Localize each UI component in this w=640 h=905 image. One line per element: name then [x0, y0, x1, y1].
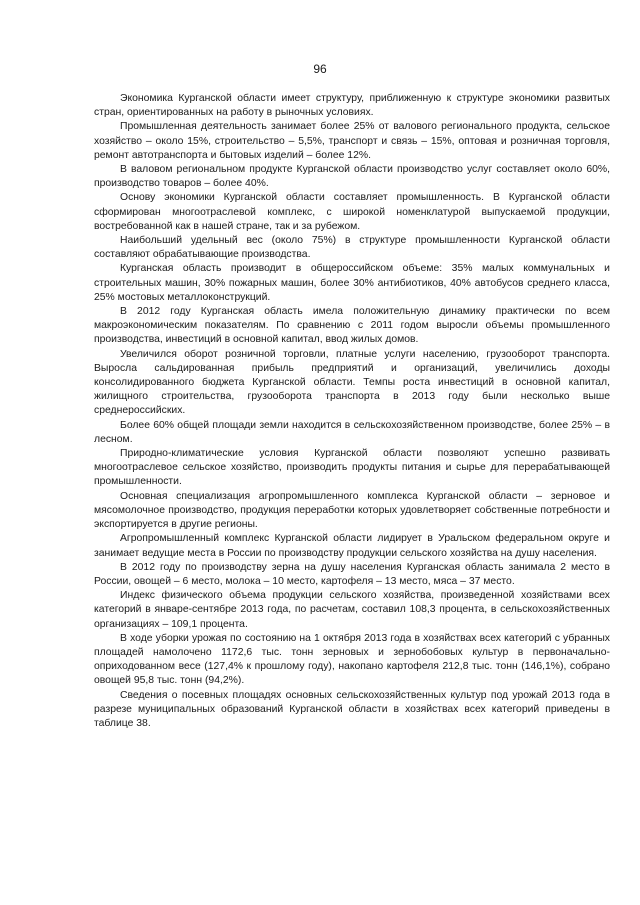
- paragraph-9: Более 60% общей площади земли находится в сельскохозяйственном производстве, более 25% – в лесном.: [94, 419, 610, 445]
- paragraph-12: Агропромышленный комплекс Курганской области лидирует в Уральском федеральном округе и занимает ведущие места в России по производству продукции сельского хозяйства на душу населения.: [94, 533, 610, 559]
- paragraph-2: Промышленная деятельность занимает более 25% от валового регионального продукта, сельское хозяйство – около 15%, строительство – 5,5%, транспорт и связь – 15%, оптовая и розничная торговля, ремонт автотранспорта и бытовых изделий – более 12%.: [94, 121, 610, 161]
- paragraph-4: Основу экономики Курганской области составляет промышленность. В Курганской области сформирован многоотраслевой комплекс, с широкой номенклатурой выпускаемой продукции, востребованной как в нашей стране, так и за рубежом.: [94, 192, 610, 232]
- paragraph-15: В ходе уборки урожая по состоянию на 1 октября 2013 года в хозяйствах всех категорий с убранных площадей намолочено 1172,6 тыс. тонн зерновых и зернобобовых культур в первоначально-оприходованном весе (127,4% к прошлому году), накопано картофеля 212,8 тыс. тонн (146,1%), собрано овощей 95,8 тыс. тонн (94,2%).: [94, 632, 610, 687]
- page-number: 96: [313, 62, 327, 76]
- paragraph-11: Основная специализация агропромышленного комплекса Курганской области – зерновое и мясомолочное производство, продукция переработки которых удовлетворяет собственные потребности и экспортируется в другие регионы.: [94, 490, 610, 531]
- paragraph-3: В валовом региональном продукте Курганской области производство услуг составляет около 60%, производство товаров – более 40%.: [94, 164, 610, 190]
- paragraph-8: Увеличился оборот розничной торговли, платные услуги населению, грузооборот транспорта. Выросла сальдированная прибыль предприятий и организаций, увеличились доходы консолидированного бюджета Курганской области. Темпы роста инвестиций в основной капитал, жилищного строительства, грузооборота транспорта в 2013 году были несколько выше среднероссийских.: [94, 348, 610, 417]
- paragraph-10: Природно-климатические условия Курганской области позволяют успешно развивать многоотраслевое сельское хозяйство, производить продукты питания и сырье для перерабатывающей промышленности.: [94, 448, 610, 488]
- paragraph-14: Индекс физического объема продукции сельского хозяйства, произведенной хозяйствами всех категорий в январе-сентябре 2013 года, по расчетам, составил 108,3 процента, в сельскохозяйственных организациях – 109,1 процента.: [94, 590, 610, 630]
- paragraph-1: Экономика Курганской области имеет структуру, приближенную к структуре экономики развитых стран, ориентированных на работу в рыночных условиях.: [94, 93, 610, 119]
- paragraph-7: В 2012 году Курганская область имела положительную динамику практически по всем макроэкономическим показателям. По сравнению с 2011 годом выросли объемы промышленного производства, инвестиций в основной капитал, ввод жилых домов.: [94, 306, 610, 346]
- paragraph-6: Курганская область производит в общероссийском объеме: 35% малых коммунальных и строительных машин, 30% пожарных машин, более 30% антибиотиков, 40% автобусов среднего класса, 25% мостовых металлоконструкций.: [94, 263, 610, 303]
- paragraph-5: Наибольший удельный вес (около 75%) в структуре промышленности Курганской области составляют обрабатывающие производства.: [94, 235, 610, 261]
- paragraph-16: Сведения о посевных площадях основных сельскохозяйственных культур под урожай 2013 года в разрезе муниципальных образований Курганской области в хозяйствах всех категорий приведены в таблице 38.: [94, 689, 610, 729]
- paragraph-13: В 2012 году по производству зерна на душу населения Курганская область занимала 2 место в России, овощей – 6 место, молока – 10 место, картофеля – 13 место, мяса – 37 место.: [94, 561, 610, 587]
- document-body: [94, 92, 610, 731]
